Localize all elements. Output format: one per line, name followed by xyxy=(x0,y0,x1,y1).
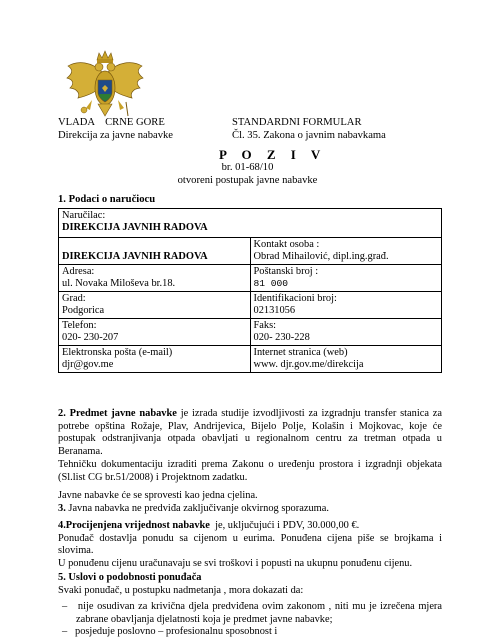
section-2 xyxy=(58,408,442,458)
dash-bullet: – xyxy=(62,626,68,638)
fax-cell xyxy=(250,319,442,346)
condition-text: nije osudivan za krivična djela predviđena ovim zakonom , niti mu je izrečena mjera zabrane obavljanja djelatnosti koja je predmet javne nabavke; xyxy=(76,601,442,625)
web-cell xyxy=(250,346,442,373)
city-label: Grad: xyxy=(62,293,86,304)
directorate-name: Direkcija za javne nabavke xyxy=(58,130,173,141)
form-header xyxy=(232,116,386,142)
dash-bullet: – xyxy=(62,601,68,613)
client-cell xyxy=(59,209,442,238)
condition-text: posjeduje poslovno – profesionalnu sposobnost i xyxy=(75,626,278,638)
fax-value: 020- 230-228 xyxy=(253,332,310,343)
id-value: 02131056 xyxy=(253,305,296,316)
section-5-intro: Svaki ponuđač, u postupku nadmetanja , mora dokazati da: xyxy=(58,584,304,596)
government-name: VLADA CRNE GORE xyxy=(58,117,165,128)
condition-item xyxy=(58,626,442,639)
technical-doc-text: Tehničku dokumentaciju izraditi prema Zakonu o uređenju prostora i izgradnji objekata (Sl.list CG br.51/2008) i Projektnom zadatku. xyxy=(58,459,442,483)
technical-doc-paragraph xyxy=(58,459,442,484)
section-2-title: 2. Predmet javne nabavke xyxy=(58,408,177,419)
condition-item xyxy=(58,601,442,626)
email-value: djr@gov.me xyxy=(62,359,114,370)
email-label: Elektronska pošta (e-mail) xyxy=(62,347,173,358)
fax-label: Faks: xyxy=(253,320,277,331)
contact-value: Obrad Mihailović, dipl.ing.građ. xyxy=(253,251,389,262)
document-number: br. 01-68/10 xyxy=(221,162,274,173)
section-2-paragraph xyxy=(58,408,442,458)
phone-value: 020- 230-207 xyxy=(62,332,119,343)
section-4 xyxy=(58,520,442,570)
section-4-title: 4.Procijenjena vrijednost nabavke xyxy=(58,520,210,531)
address-value: ul. Novaka Miloševa br.18. xyxy=(62,278,176,289)
postal-label: Poštanski broj : xyxy=(253,266,319,277)
city-cell xyxy=(59,292,251,319)
government-header xyxy=(58,116,173,142)
single-lot-line xyxy=(58,490,442,503)
id-label: Identifikacioni broj: xyxy=(253,293,337,304)
section-3 xyxy=(58,503,442,516)
section-5 xyxy=(58,572,442,639)
contact-label: Kontakt osoba : xyxy=(253,239,320,250)
email-cell xyxy=(59,346,251,373)
section-4-value: je, uključujući i PDV, 30.000,00 €. xyxy=(209,520,360,531)
form-type: STANDARDNI FORMULAR xyxy=(232,117,362,128)
postal-cell xyxy=(250,265,442,292)
section-3-title: 3. xyxy=(58,503,66,514)
client-info-table xyxy=(58,208,442,373)
single-lot-text: Javne nabavke će se sprovesti kao jedna cjelina. xyxy=(58,490,258,501)
web-value: www. djr.gov.me/direkcija xyxy=(253,359,364,370)
section-4-costs-text: U ponuđenu cijenu uračunavaju se svi troškovi i popusti na ukupnu ponuđenu cijenu. xyxy=(58,557,413,569)
section-4-currency-text: Ponuđač dostavlja ponudu sa cijenom u eurima. Ponuđena cijena piše se brojkama i slovima. xyxy=(58,532,442,557)
section-3-text: Javna nabavka ne predviđa zaključivanje okvirnog sporazuma. xyxy=(65,503,329,514)
address-label: Adresa: xyxy=(62,266,95,277)
city-value: Podgorica xyxy=(62,305,105,316)
postal-value: 81 000 xyxy=(253,278,289,289)
phone-label: Telefon: xyxy=(62,320,97,331)
client-value: DIREKCIJA JAVNIH RADOVA xyxy=(62,222,208,233)
law-reference: Čl. 35. Zakona o javnim nabavkama xyxy=(232,130,386,141)
phone-cell xyxy=(59,319,251,346)
client-name-cell: DIREKCIJA JAVNIH RADOVA xyxy=(59,238,251,265)
section-1-title: 1. Podaci o naručiocu xyxy=(58,194,156,205)
section-2-text: je izrada studije izvodljivosti za izgradnju transfer stanica za potrebe opština Rožaje, Plav, Andrijevica, Bijelo Polje, Kolašin i Mojkovac, koje će postupak odstranjivanja otpada obavljati u regionalnom centru za tretman otpada u Beranama. xyxy=(58,408,442,457)
contact-cell xyxy=(250,238,442,265)
web-label: Internet stranica (web) xyxy=(253,347,348,358)
client-label: Naručilac: xyxy=(62,210,106,221)
procedure-type: otvoreni postupak javne nabavke xyxy=(177,175,318,186)
coat-of-arms-emblem xyxy=(64,50,146,126)
document-title: P O Z I V xyxy=(219,147,327,162)
address-cell xyxy=(59,265,251,292)
id-cell xyxy=(250,292,442,319)
section-5-title: 5. Uslovi o podobnosti ponuđača xyxy=(58,572,202,583)
